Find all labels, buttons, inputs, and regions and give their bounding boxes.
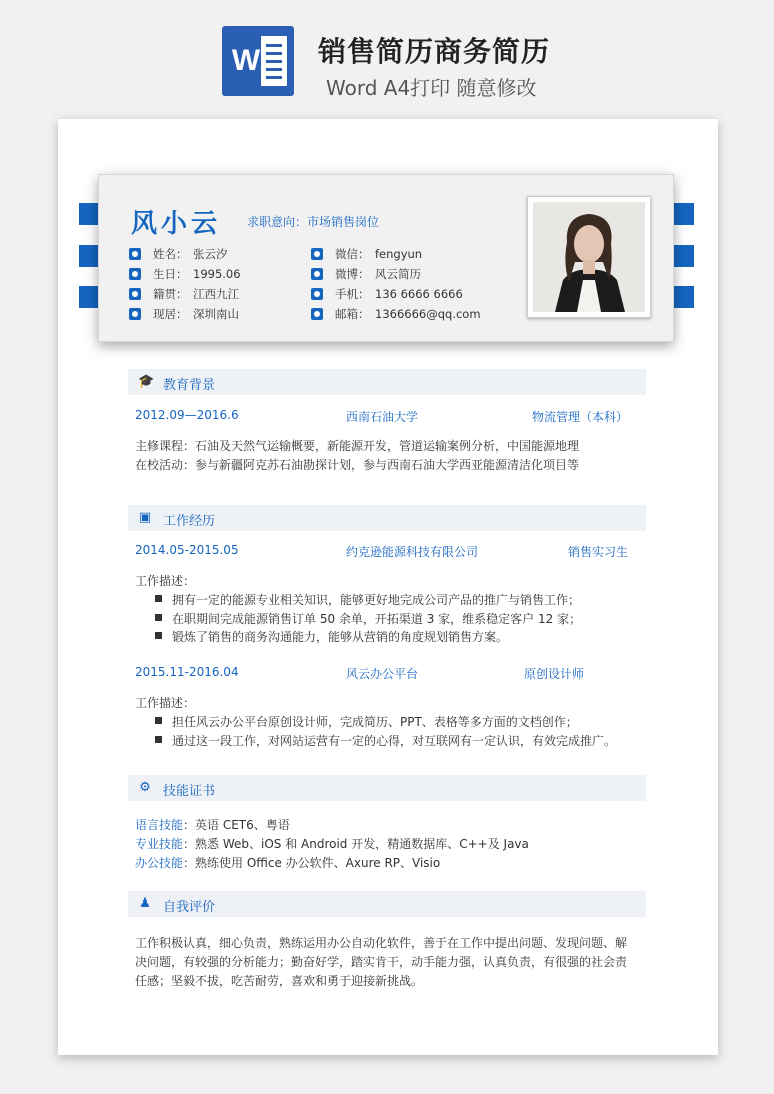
info-row-origin: 籍贯： 江西九江 bbox=[129, 284, 241, 304]
section-header-work: ▣ 工作经历 bbox=[128, 505, 646, 531]
job2-period: 2015.11-2016.04 bbox=[135, 665, 239, 679]
job1-period: 2014.05-2015.05 bbox=[135, 543, 239, 557]
job2-role: 原创设计师 bbox=[524, 667, 585, 681]
profile-card bbox=[98, 174, 674, 342]
banner bbox=[0, 0, 774, 110]
banner-subtitle: Word A4打印 随意修改 bbox=[326, 76, 537, 100]
banner-title: 销售简历商务简历 bbox=[318, 35, 551, 68]
skill-language: 语言技能：英语 CET6、粤语 bbox=[135, 818, 290, 832]
info-row-residence: 现居： 深圳南山 bbox=[129, 304, 241, 324]
job1-desc-label: 工作描述： bbox=[135, 574, 196, 588]
edu-school: 西南石油大学 bbox=[346, 410, 419, 424]
job-intent: 求职意向：市场销售岗位 bbox=[247, 215, 380, 229]
calendar-icon bbox=[129, 288, 141, 300]
list-item: 锻炼了销售的商务沟通能力，能够从营销的角度规划销售方案。 bbox=[155, 628, 508, 645]
user-icon: ♟ bbox=[139, 896, 151, 911]
graduation-cap-icon: 🎓 bbox=[138, 374, 155, 389]
section-header-skills: ⚙ 技能证书 bbox=[128, 775, 646, 801]
stripe-right-1 bbox=[672, 203, 694, 225]
info-row-name: 姓名： 张云汐 bbox=[129, 244, 241, 264]
job2-desc-label: 工作描述： bbox=[135, 696, 196, 710]
candidate-name: 风小云 bbox=[131, 209, 222, 239]
edu-courses: 主修课程：石油及天然气运输概要，新能源开发，管道运输案例分析，中国能源地理 bbox=[135, 439, 580, 453]
info-column-left bbox=[129, 244, 241, 324]
info-row-wechat: 微信： fengyun bbox=[311, 244, 481, 264]
list-item: 担任风云办公平台原创设计师，完成简历、PPT、表格等多方面的文档创作； bbox=[155, 713, 578, 730]
info-row-email: 邮箱： 1366666@qq.com bbox=[311, 304, 481, 324]
skill-professional: 专业技能：熟悉 Web、iOS 和 Android 开发，精通数据库、C++及 Java bbox=[135, 837, 529, 851]
section-header-self-eval: ♟ 自我评价 bbox=[128, 891, 646, 917]
briefcase-icon: ▣ bbox=[138, 510, 152, 525]
edu-activities: 在校活动：参与新疆阿克苏石油勘探计划，参与西南石油大学西亚能源清洁化项目等 bbox=[135, 458, 580, 472]
skill-office: 办公技能：熟练使用 Office 办公软件、Axure RP、Visio bbox=[135, 856, 441, 870]
edu-period: 2012.09—2016.6 bbox=[135, 408, 239, 422]
portrait-image bbox=[533, 202, 645, 312]
job2-company: 风云办公平台 bbox=[346, 667, 419, 681]
word-logo-icon bbox=[222, 26, 294, 96]
list-item: 拥有一定的能源专业相关知识，能够更好地完成公司产品的推广与销售工作； bbox=[155, 591, 580, 608]
job1-role: 销售实习生 bbox=[568, 545, 629, 559]
info-row-birthday: 生日： 1995.06 bbox=[129, 264, 241, 284]
stripe-right-2 bbox=[672, 245, 694, 267]
info-row-weibo: 微博： 风云简历 bbox=[311, 264, 481, 284]
person-icon bbox=[129, 248, 141, 260]
info-column-right bbox=[311, 244, 481, 324]
email-icon bbox=[311, 308, 323, 320]
wechat-icon bbox=[311, 248, 323, 260]
phone-icon bbox=[311, 288, 323, 300]
list-item: 通过这一段工作，对网站运营有一定的心得，对互联网有一定认识，有效完成推广。 bbox=[155, 732, 616, 749]
birthday-icon bbox=[129, 268, 141, 280]
profile-photo bbox=[527, 196, 651, 318]
info-row-phone: 手机： 136 6666 6666 bbox=[311, 284, 481, 304]
weibo-icon bbox=[311, 268, 323, 280]
edu-major: 物流管理（本科） bbox=[532, 410, 629, 424]
section-header-education: 🎓 教育背景 bbox=[128, 369, 646, 395]
word-logo-letter: W bbox=[231, 44, 261, 77]
self-eval-text: 工作积极认真，细心负责，熟练运用办公自动化软件，善于在工作中提出问题、发现问题、解 决问题，有较强的分析能力；勤奋好学，踏实肯干，动手能力强，认真负责，有很强的社会责 任感；坚毅不拔，吃苦耐劳，喜欢和勇于迎接新挑战。 bbox=[135, 936, 628, 988]
list-item: 在职期间完成能源销售订单 50 余单，开拓渠道 3 家，维系稳定客户 12 家； bbox=[155, 610, 581, 627]
stripe-right-3 bbox=[672, 286, 694, 308]
location-icon bbox=[129, 308, 141, 320]
gear-icon: ⚙ bbox=[139, 780, 151, 795]
job1-company: 约克逊能源科技有限公司 bbox=[346, 545, 479, 559]
